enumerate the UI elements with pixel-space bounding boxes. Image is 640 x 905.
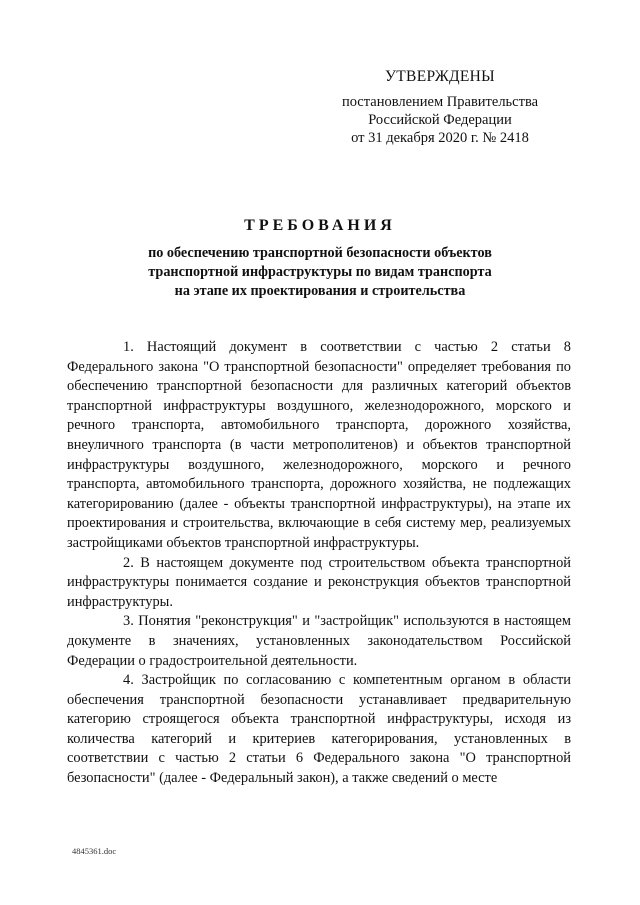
document-title: ТРЕБОВАНИЯ bbox=[244, 217, 396, 234]
document-file-code: 4845361.doc bbox=[72, 846, 117, 856]
paragraph-4: 4. Застройщик по согласованию с компетентным органом в области обеспечения транспортной безопасности устанавливает предварительную категорию строящегося объекта транспортной инфраструктуры, исходя из количества категорий и критериев категорирования, установленных в соответствии с частью 2 статьи 6 Федерального закона "О транспортной безопасности" (далее - Федеральный закон), а также сведений о месте bbox=[67, 672, 571, 787]
subtitle-line-3: на этапе их проектирования и строительства bbox=[174, 283, 466, 299]
approval-line-1: постановлением Правительства bbox=[341, 94, 539, 110]
approval-stamp bbox=[330, 68, 550, 147]
approval-line-2: Российской Федерации bbox=[368, 112, 512, 128]
document-subtitle bbox=[100, 244, 540, 301]
subtitle-line-1: по обеспечению транспортной безопасности объектов bbox=[148, 245, 492, 261]
paragraph-1: 1. Настоящий документ в соответствии с частью 2 статьи 8 Федерального закона "О транспортной безопасности" определяет требования по обеспечению транспортной безопасности для различных категорий объектов транспортной инфраструктуры воздушного, железнодорожного, морского и речного транспорта, автомобильного транспорта, дорожного хозяйства, внеуличного транспорта (в части метрополитенов) и объектов транспортной инфраструктуры воздушного, железнодорожного, морского и речного транспорта, автомобильного транспорта, дорожного хозяйства, не подлежащих категорированию (далее - объекты транспортной инфраструктуры), на этапе их проектирования и строительства, включающие в себя систему мер, реализуемых застройщиками объектов транспортной инфраструктуры. bbox=[67, 339, 571, 551]
approval-heading: УТВЕРЖДЕНЫ bbox=[385, 68, 495, 85]
subtitle-line-2: транспортной инфраструктуры по видам транспорта bbox=[148, 264, 492, 280]
document-body bbox=[67, 338, 571, 789]
paragraph-2: 2. В настоящем документе под строительством объекта транспортной инфраструктуры понимается создание и реконструкция объектов транспортной инфраструктуры. bbox=[67, 554, 571, 610]
approval-line-3: от 31 декабря 2020 г. № 2418 bbox=[351, 130, 529, 146]
paragraph-3: 3. Понятия "реконструкция" и "застройщик" используются в настоящем документе в значениях, установленных законодательством Российской Федерации о градостроительной деятельности. bbox=[67, 613, 571, 669]
